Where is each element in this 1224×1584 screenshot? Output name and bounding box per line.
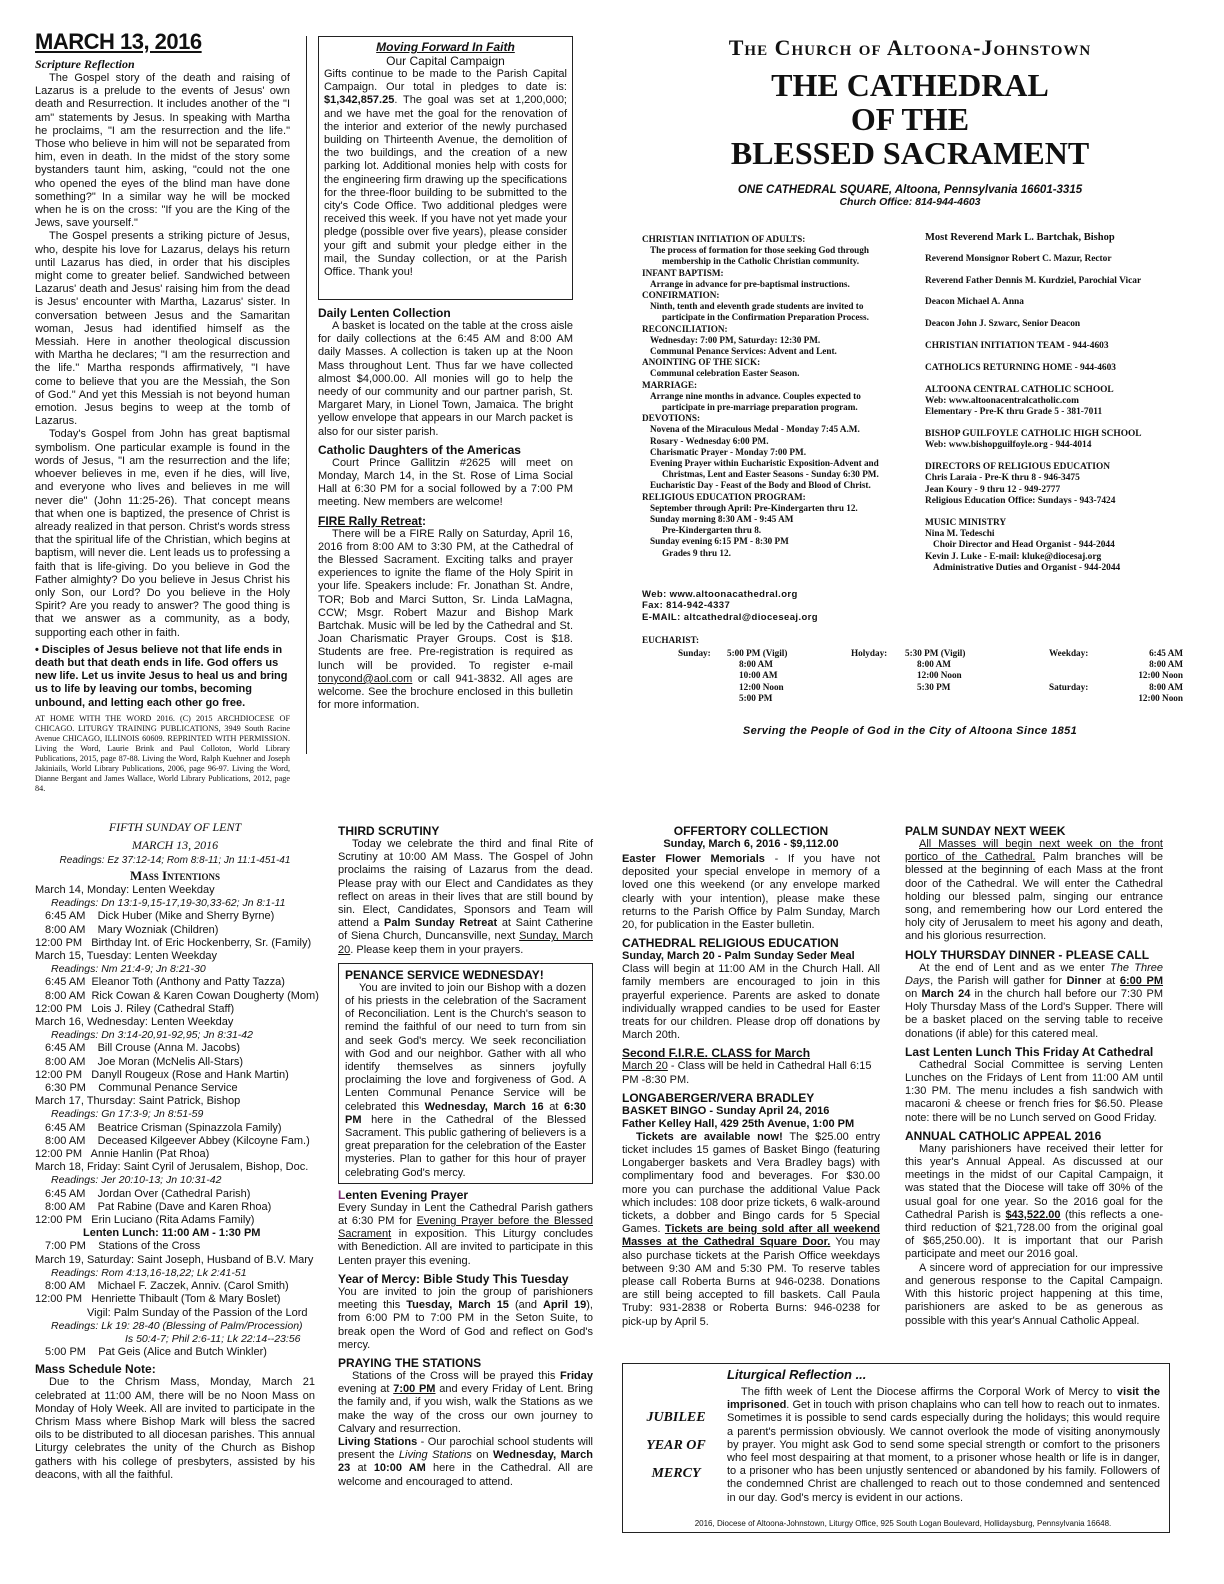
spacer xyxy=(1049,659,1109,670)
eucharist-schedule xyxy=(642,635,1202,704)
lent5-date: MARCH 13, 2016 xyxy=(131,838,219,852)
mass-intentions-title: Mass Intentions xyxy=(129,868,221,883)
lent5-title: FIFTH SUNDAY OF LENT xyxy=(108,820,242,834)
staff-line: Elementary - Pre-K thru Grade 5 - 381-7011 xyxy=(925,407,1103,418)
schedule-note-title: Mass Schedule Note: xyxy=(35,1362,156,1377)
directory-line: ANOINTING OF THE SICK: xyxy=(642,357,761,368)
directory-line: The process of formation for those seeking God through xyxy=(650,245,869,256)
directory-line: CHRISTIAN INITIATION OF ADULTS: xyxy=(642,234,806,244)
staff-line: Jean Koury - 9 thru 12 - 949-2777 xyxy=(925,484,1061,495)
intention-line: Readings: Lk 19: 28-40 (Blessing of Palm/Procession) xyxy=(51,1319,303,1332)
intention-line: 6:45 AM Bill Crouse (Anna M. Jacobs) xyxy=(45,1042,241,1055)
mercy-study-title: Year of Mercy: Bible Study This Tuesday xyxy=(338,1271,569,1286)
weekday-saturday-labels xyxy=(1047,648,1111,704)
holy-thursday-title: HOLY THURSDAY DINNER - PLEASE CALL xyxy=(905,947,1150,962)
date-header: MARCH 13, 2016 xyxy=(35,29,202,54)
intention-line: Vigil: Palm Sunday of the Passion of the Lord xyxy=(87,1306,308,1319)
scripture-paragraph: The Gospel story of the death and raising of Lazarus is a prelude to the events of Jesus' own death and Resurrection. It includes another of the "I am" statements by Jesus. In speaking with Martha he proclaims, "I am the resurrection and the life." Those who believe in him will not be separated from him, even in death. In the midst of the story some bystanders taunt him, asking, "could not the one who opened the eyes of the blind man have done something?" In a similar way he will be mocked when he is on the cross: "If you are the King of the Jews, save yourself." xyxy=(35,72,290,230)
directory-line: Rosary - Wednesday 6:00 PM. xyxy=(650,435,769,446)
directory-line: Novena of the Miraculous Medal - Monday 7:45 A.M. xyxy=(650,424,860,435)
intention-line: Is 50:4-7; Phil 2:6-11; Lk 22:14--23:56 xyxy=(125,1332,301,1345)
fire-text: There will be a FIRE Rally on Saturday, April 16, 2016 from 8:00 AM to 3:30 PM, at the Cathedral of the Blessed Sacrament. Exciting talks and prayer experiences to ignite the flame of the Holy Spirit in your life. Speakers include: Fr. Jonathan St. Andre, TOR; Bob and Marci Sutton, Sr. Linda LaMagna, CCW; Msgr. Robert Mazur and Bishop Mark Bartchak. Music will be led by the Cathedral and St. Joan Charismatic Prayer Groups. Cost is $18. Students are free. Pre-registration is required as lunch will be provided. To register e-mail tonycond@aol.com or call 941-3832. All ages are welcome. See the brochure enclosed in this bulletin for more information. xyxy=(318,527,573,712)
cathedral-line-3: BLESSED SACRAMENT xyxy=(730,135,1090,171)
scripture-credit: AT HOME WITH THE WORD 2016. (C) 2015 ARCHDIOCESE OF CHICAGO. LITURGY TRAINING PUBLICATIONS, 3949 South Racine Avenue CHICAGO, ILLINOIS 60609. REPRINTED WITH PERMISSION. Living the Word, Laurie Brink and Paul Colloton, World Library Publications, 2015, page 87-88. Living the Word, Ralph Kuehner and Joseph Jakiniails, World Library Publications, 2006, page 96-97. Living the Word, Dianne Bergant and James Wallace, World Library Publications, 2012, page 84. xyxy=(35,713,290,793)
staff-line: Reverend Father Dennis M. Kurdziel, Parochial Vicar xyxy=(925,275,1142,286)
directory-line: Arrange in advance for pre-baptismal instructions. xyxy=(650,278,850,289)
lenten-collection-text: A basket is located on the table at the cross aisle for daily collections at the 6:45 AM and 8:00 AM daily Masses. A collection is taken up at the Noon Mass throughout Lent. Thus far we have collected almost $4,000.00. All monies will go to help the needy of our community and our partner parish, St. Margaret Mary, in Lionel Town, Jamaica. The bright yellow envelope that appears in our March packet is also for our sister parish. xyxy=(318,320,573,438)
evening-prayer-title: Lenten Evening Prayer xyxy=(338,1187,469,1202)
last-lunch-title: Last Lenten Lunch This Friday At Cathedral xyxy=(905,1044,1154,1059)
scripture-title: Scripture Reflection xyxy=(35,57,135,71)
scripture-bullet: • Disciples of Jesus believe not that life ends in death but that death ends in life. God offers us new life. Let us invite Jesus to heal us and bring us to life by leaving our tombs, becoming unbound, and letting each other go free. xyxy=(35,643,288,709)
weekday-times xyxy=(1111,648,1185,704)
scripture-paragraph: Today's Gospel from John has great baptismal symbolism. One particular example is found in the words of Jesus, "I am the resurrection and the life; whoever believes in me, even if he dies, will live, and everyone who lives and believes in me will never die" (John 11:25-26). That concept means that when one is baptized, the presence of Christ is already realized in that person. Christ's words stress that the spiritual life of the Christian, which begins at baptism, will never die. Lent leads us to professing a faith that is life-giving. Do you believe in God the Father almighty? Do you believe in Jesus Christ his only Son, our Lord? Do you believe in the Holy Spirit? Are you ready to answer? The good thing is that we answer as a community, as a body, supporting each other in faith. xyxy=(35,428,290,639)
holyday-time: 5:30 PM xyxy=(917,681,951,692)
capital-title: Moving Forward In Faith xyxy=(376,40,515,54)
capital-subtitle: Our Capital Campaign xyxy=(386,54,505,68)
intention-line: March 18, Friday: Saint Cyril of Jerusalem, Bishop, Doc. xyxy=(35,1161,309,1174)
evening-prayer-text: Every Sunday in Lent the Cathedral Parish gathers at 6:30 PM for Evening Prayer before the Blessed Sacrament in exposition. This Liturgy concludes with Benediction. All are invited to participate in this Lenten prayer this evening. xyxy=(338,1201,593,1267)
directory-line: Sunday morning 8:30 AM - 9:45 AM xyxy=(650,514,794,525)
staff-line: Choir Director and Head Organist - 944-2044 xyxy=(933,540,1115,551)
bingo-text: Tickets are available now! The $25.00 entry ticket includes 15 games of Basket Bingo (featuring Longaberger baskets and Vera Bradley bags) with complimentary food and beverages. For $30.00 more you can purchase the additional Value Pack which includes: 108 door prize tickets, 6 walk-around tickets, a dobber and Bingo cards for 5 Special Games. Tickets are being sold after all weekend Masses at the Cathedral Square Door. You may also purchase tickets at the Parish Office weekdays between 9:30 AM and 5:30 PM. To reserve tables please call Roberta Burns at 946-0238. Donations are still being accepted to fill baskets. Call Paula Truby: 931-2838 or Roberta Burns: 946-0238 for pick-up by April 5. xyxy=(622,1130,881,1328)
intention-line: Readings: Dn 13:1-9,15-17,19-30,33-62; Jn 8:1-11 xyxy=(51,897,286,910)
palm-sunday-column xyxy=(905,822,1163,1360)
appeal-text-2: A sincere word of appreciation for our impressive and generous response to the Capital Campaign. With this historic project happening at this time, parishioners are asked to be as generous as possible with this year's Annual Catholic Appeal. xyxy=(905,1261,1163,1327)
intentions-list xyxy=(35,884,319,1359)
intention-line: 5:00 PM Pat Geis (Alice and Butch Winkler) xyxy=(45,1346,267,1359)
directory-line: RECONCILIATION: xyxy=(642,323,728,334)
intention-line: Readings: Jer 20:10-13; Jn 10:31-42 xyxy=(51,1174,222,1187)
fire-email-link[interactable]: tonycond@aol.com xyxy=(318,672,413,685)
stations-text: Stations of the Cross will be prayed this Friday evening at 7:00 PM and every Friday of Lent. Bring the family and, if you wish, walk the Stations as we make the way of the cross our own journey to Calvary and resurrection. xyxy=(338,1369,594,1435)
staff-line: MUSIC MINISTRY xyxy=(925,517,1007,528)
liturgical-credit: 2016, Diocese of Altoona-Johnstown, Liturgy Office, 925 South Logan Boulevard, Hollidaysburg, Pennsylvania 16648. xyxy=(694,1519,1112,1528)
jubilee-logo xyxy=(631,1404,721,1488)
staff-line: Web: www.altoonacentralcatholic.com xyxy=(925,395,1079,406)
serving-tagline: Serving the People of God in the City of Altoona Since 1851 xyxy=(742,725,1078,737)
easter-memorials-text: Easter Flower Memorials - If you have not deposited your special envelope in memory of a loved one this weekend (or any envelope marked clearly with your intention), please make these returns to the Parish Office by Palm Sunday, March 20, for publication in the Easter bulletin. xyxy=(622,853,880,932)
scripture-column xyxy=(35,29,290,793)
staff-line: Chris Laraia - Pre-K thru 8 - 946-3475 xyxy=(925,473,1080,484)
web-link[interactable]: Web: www.altoonacathedral.org xyxy=(642,589,798,600)
staff-line: Administrative Duties and Organist - 944-2044 xyxy=(933,562,1121,573)
scrutiny-text: Today we celebrate the third and final Rite of Scrutiny at 10:00 AM Mass. The Gospel of John proclaims the raising of Lazarus from the dead. Please pray with our Elect and Candidates as they reflect on areas in their lives that are still bound by sin. Elect, Candidates, Sponsors and Team will attend a Palm Sunday Retreat at Saint Catherine of Siena Church, Duncansville, next Sunday, March 20. Please keep them in your prayers. xyxy=(338,838,594,956)
fire-title: FIRE Rally Retreat: xyxy=(318,513,427,528)
contact-lines xyxy=(642,589,922,623)
offertory-title: OFFERTORY COLLECTION xyxy=(673,824,829,838)
holyday-label: Holyday: xyxy=(851,648,888,658)
directory-line: Sunday evening 6:15 PM - 8:30 PM xyxy=(650,536,789,547)
directory-line: Grades 9 thru 12. xyxy=(662,547,731,558)
intention-line: Readings: Gn 17:3-9; Jn 8:51-59 xyxy=(51,1108,204,1121)
intention-line: 12:00 PM Birthday Int. of Eric Hockenberry, Sr. (Family) xyxy=(35,936,312,949)
lenten-collection-title: Daily Lenten Collection xyxy=(318,306,451,320)
capital-campaign-box xyxy=(318,36,573,300)
intention-line: Readings: Rom 4:13,16-18,22; Lk 2:41-51 xyxy=(51,1266,247,1279)
email-line[interactable]: E-MAIL: altcathedral@dioceseaj.org xyxy=(642,611,818,623)
intention-line: March 14, Monday: Lenten Weekday xyxy=(35,884,215,896)
directory-line: Eucharistic Day - Feast of the Body and Blood of Christ. xyxy=(650,480,871,491)
holyday-time: 8:00 AM xyxy=(917,659,951,670)
saturday-label: Saturday: xyxy=(1049,681,1089,692)
jubilee-line-1: JUBILEE xyxy=(646,1410,706,1425)
liturgical-text: The fifth week of Lent the Diocese affirms the Corporal Work of Mercy to visit the imprisoned. Get in touch with prison chaplains who can tell how to reach out to inmates. Sometimes it is possible to send cards especially during the holidays; this would require a parent's permission obviously. We cannot overlook the mode of visiting anonymously by prayer. You might ask God to send some special strength or comfort to the prisoners who feel most despairing at that moment, to a prisoner whose health or life is in danger, to a prisoner who has been unjustly sentenced or abandoned by his family. Followers of the condemned Christ are challenged to reach out to those condemned and sentenced in our day. God's mercy is evident in our actions. xyxy=(727,1386,1160,1504)
holyday-times xyxy=(903,648,1047,704)
directory-line: Charismatic Prayer - Monday 7:00 PM. xyxy=(650,446,806,457)
directory-line: participate in the Confirmation Preparation Process. xyxy=(662,312,869,323)
liturgical-reflection-box xyxy=(622,1363,1170,1533)
directory-line: Evening Prayer within Eucharistic Exposition-Advent and xyxy=(650,458,879,469)
intention-line: March 16, Wednesday: Lenten Weekday xyxy=(35,1016,234,1029)
intention-line: March 15, Tuesday: Lenten Weekday xyxy=(35,950,218,963)
sunday-time: 10:00 AM xyxy=(739,670,778,681)
fax-line: Fax: 814-942-4337 xyxy=(642,600,731,612)
palm-text: All Masses will begin next week on the front portico of the Cathedral. Palm branches will be blessed at the beginning of each Mass at the front door of the Cathedral. We will enter the Cathedral holding our blessed palm, singing our entrance song, and remembering how our Lord entered the holy city of Jerusalem to meet his agony and death, and his glorious resurrection. xyxy=(905,838,1163,943)
bingo-title: LONGABERGER/VERA BRADLEY xyxy=(622,1090,815,1105)
intention-line: 6:30 PM Communal Penance Service xyxy=(45,1082,238,1095)
bingo-location: Father Kelley Hall, 429 25th Avenue, 1:00 PM xyxy=(622,1117,855,1130)
intention-line: 12:00 PM Lois J. Riley (Cathedral Staff) xyxy=(35,1002,235,1015)
eucharist-title: EUCHARIST: xyxy=(642,635,700,645)
jubilee-line-3: MERCY xyxy=(651,1466,701,1481)
directory-line: Pre-Kindergarten thru 8. xyxy=(662,525,762,536)
directory-line: DEVOTIONS: xyxy=(642,413,701,424)
office-phone: Church Office: 814-944-4603 xyxy=(839,196,981,208)
staff-line: Deacon John J. Szwarc, Senior Deacon xyxy=(925,319,1081,330)
stations-title: PRAYING THE STATIONS xyxy=(338,1355,482,1370)
directory-line: Communal celebration Easter Season. xyxy=(650,368,800,379)
directory-line: Ninth, tenth and eleventh grade students are invited to xyxy=(650,301,864,312)
scripture-text xyxy=(35,72,290,640)
staff-line: ALTOONA CENTRAL CATHOLIC SCHOOL xyxy=(925,384,1114,395)
holy-thursday-text: At the end of Lent and as we enter The Three Days, the Parish will gather for Dinner at 6:00 PM on March 24 in the church hall before our 7:30 PM Holy Thursday Mass of the Lord's Supper. There will be a basket placed on the serving table to receive donations (if able) for this catered meal. xyxy=(905,961,1164,1040)
staff-line: Most Reverend Mark L. Bartchak, Bishop xyxy=(925,232,1115,243)
directory-line: INFANT BAPTISM: xyxy=(642,267,724,278)
scripture-paragraph: The Gospel presents a striking picture of Jesus, who, despite his love for Lazarus, delays his return until Lazarus has died, in order that his disciples might come to greater belief. Sandwiched between Lazarus' death and Jesus' raising him from the dead is Jesus' encounter with Martha, Lazarus' sister. In conversation between Jesus and the Samaritan woman, Jesus had identified himself as the Messiah. Here in another theological discussion with Martha he declares; "I am the resurrection and the life." Martha responds affirmatively, "I have come to believe that you are the Messiah, the Son of God." And yet this Messiah is not beyond human emotion. Jesus begins to weep at the tomb of Lazarus. xyxy=(35,230,290,428)
intention-line: Readings: Nm 21:4-9; Jn 8:21-30 xyxy=(51,963,206,976)
address: ONE CATHEDRAL SQUARE, Altoona, Pennsylvania 16601-3315 xyxy=(737,184,1083,196)
penance-title: PENANCE SERVICE WEDNESDAY! xyxy=(345,967,544,982)
sunday-label: Sunday: xyxy=(678,648,711,658)
scrutiny-title: THIRD SCRUTINY xyxy=(338,824,440,838)
offertory-column xyxy=(622,822,880,1360)
cda-text: Court Prince Gallitzin #2625 will meet on Monday, March 14, in the St. Rose of Lima Social Hall at 6:30 PM for a social followed by a 7:00 PM meeting. New members are welcome! xyxy=(318,456,573,509)
appeal-title: ANNUAL CATHOLIC APPEAL 2016 xyxy=(905,1128,1102,1143)
directory-line: Christmas, Lent and Easter Seasons - Sunday 6:30 PM. xyxy=(662,469,879,480)
weekday-time: 12:00 Noon xyxy=(1138,670,1183,681)
staff-line: Kevin J. Luke - E-mail: kluke@diocesaj.org xyxy=(925,551,1102,562)
directory-line: September through April: Pre-Kindergarten thru 12. xyxy=(650,502,858,513)
sunday-time: 5:00 PM (Vigil) xyxy=(727,648,788,658)
holyday-time: 5:30 PM (Vigil) xyxy=(905,648,966,658)
staff-line: BISHOP GUILFOYLE CATHOLIC HIGH SCHOOL xyxy=(925,428,1142,439)
offertory-amount: Sunday, March 6, 2016 - $9,112.00 xyxy=(663,838,839,850)
schedule-note-text: Due to the Chrism Mass, Monday, March 21 celebrated at 11:00 AM, there will be no Noon Mass on Monday of Holy Week. All are invited to participate in the Chrism Mass where Bishop Mark will bless the sacred oils to be distributed to all diocesan parishes. This annual Liturgy celebrates the unity of the Church as Bishop gathers with his college of presbyters, assisted by his deacons, with all the faithful. xyxy=(35,1376,315,1481)
spacer xyxy=(1049,670,1109,681)
appeal-text: Many parishioners have received their letter for this year's Annual Appeal. As discussed at our meetings in the midst of our Capital Campaign, it was stated that the Diocese will take off 30% of the usual goal for one year. So the 2016 goal for the Cathedral Parish is $43,522.00 (this reflects a one-third reduction of $21,728.00 from the original goal of $65,250.00). It is important that our Parish participate and meet our 2016 goal. xyxy=(905,1142,1164,1261)
sacraments-directory xyxy=(642,234,922,559)
capital-text: Gifts continue to be made to the Parish Capital Campaign. Our total in pledges to date is: $1,342,857.25. The goal was set at 1,200,000; and we have met the goal for the renovation of the interior and exterior of the newly purchased building on Thirteenth Avenue, the demolition of the two buildings, and the creation of a new parking lot. Additional monies help with costs for the engineering firm drawing up the specifications for the three-floor building to be submitted to the city's Code Office. Two additional pledges were received this week. If you have not yet made your pledge (possible over five years), please consider your gift and submit your pledge either in the mail, the Sunday collection, or at the Parish Office. Thank you! xyxy=(324,68,567,279)
last-lunch-text: Cathedral Social Committee is serving Lenten Lunches on the Fridays of Lent from 11:00 AM until 1:30 PM. The menu includes a fish sandwich with macaroni & cheese or french fries for $6.50. Please note: there will be no Lunch served on Good Friday. xyxy=(905,1058,1163,1124)
intention-line: March 17, Thursday: Saint Patrick, Bishop xyxy=(35,1095,241,1108)
staff-line: DIRECTORS OF RELIGIOUS EDUCATION xyxy=(925,462,1111,473)
penance-box xyxy=(338,963,593,1184)
fire-class-text: March 20 - Class will be held in Cathedral Hall 6:15 PM -8:30 PM. xyxy=(622,1060,872,1086)
intention-line: 8:00 AM Michael F. Zaczek, Anniv. (Carol Smith) xyxy=(45,1280,289,1293)
staff-directory xyxy=(925,232,1200,574)
bingo-subtitle: BASKET BINGO - Sunday April 24, 2016 xyxy=(622,1104,830,1117)
sunday-time: 12:00 Noon xyxy=(739,681,784,692)
staff-line: Nina M. Tedeschi xyxy=(925,529,995,540)
column-divider xyxy=(306,36,307,754)
lent5-readings: Readings: Ez 37:12-14; Rom 8:8-11; Jn 11:1-451-41 xyxy=(59,855,291,866)
staff-line: Deacon Michael A. Anna xyxy=(925,297,1024,308)
intention-line: 12:00 PM Annie Hanlin (Pat Rhoa) xyxy=(35,1148,210,1161)
cda-title: Catholic Daughters of the Americas xyxy=(318,442,521,457)
directory-line: Arrange nine months in advance. Couples expected to xyxy=(650,390,861,401)
directory-line: membership in the Catholic Christian community. xyxy=(662,256,860,267)
directory-line: RELIGIOUS EDUCATION PROGRAM: xyxy=(642,491,806,502)
holyday-time: 12:00 Noon xyxy=(917,670,962,681)
intention-line: 6:45 AM Beatrice Crisman (Spinazzola Family) xyxy=(45,1121,282,1134)
intention-line: 8:00 AM Rick Cowan & Karen Cowan Dougherty (Mom) xyxy=(45,989,319,1002)
saturday-time: 8:00 AM xyxy=(1149,681,1183,692)
middle-top-column xyxy=(318,36,573,756)
cre-text: Class will begin at 11:00 AM in the Church Hall. All family members are encouraged to join in this prayerful experience. Parents are asked to donate individually wrapped candies to be used for Easter treats for our children. Please drop off donations by March 20th. xyxy=(622,963,880,1042)
sunday-time: 5:00 PM xyxy=(739,692,773,703)
sunday-time: 8:00 AM xyxy=(739,659,773,670)
staff-line: Religious Education Office: Sundays - 943-7424 xyxy=(925,495,1116,506)
intention-line: 8:00 AM Deceased Kilgeever Abbey (Kilcoyne Fam.) xyxy=(45,1134,310,1147)
penance-text: You are invited to join our Bishop with a dozen of his priests in the celebration of the Sacrament of Reconciliation. Lent is the Church's season to remind the faithful of our need to turn from sin and seek God's mercy. We seek reconciliation with God and our neighbor. Gather with all who identify themselves as sinners joyfully proclaiming the love and forgiveness of God. A Lenten Communal Penance Service will be celebrated this Wednesday, March 16 at 6:30 PM here in the Cathedral of the Blessed Sacrament. This public gathering of believers is a great preparation for the celebration of the Easter mysteries. Plan to gather for this hour of prayer celebrating God's mercy. xyxy=(345,981,586,1179)
intention-line: Lenten Lunch: 11:00 AM - 1:30 PM xyxy=(83,1227,261,1240)
intention-line: 12:00 PM Henriette Thibault (Tom & Mary Boslet) xyxy=(35,1293,281,1306)
liturgical-title: Liturgical Reflection ... xyxy=(727,1367,867,1382)
fire-class-title: Second F.I.R.E. CLASS for March xyxy=(622,1046,811,1061)
intention-line: 12:00 PM Erin Luciano (Rita Adams Family) xyxy=(35,1214,255,1227)
intention-line: 8:00 AM Joe Moran (McNelis All-Stars) xyxy=(45,1055,244,1068)
staff-line: Web: www.bishopguilfoyle.org - 944-4014 xyxy=(925,440,1092,451)
intention-line: 8:00 AM Mary Wozniak (Children) xyxy=(45,923,219,936)
weekday-time: 6:45 AM xyxy=(1149,648,1183,658)
intention-line: 6:45 AM Jordan Over (Cathedral Parish) xyxy=(45,1187,251,1200)
directory-line: MARRIAGE: xyxy=(642,379,698,390)
intention-line: Readings: Dn 3:14-20,91-92,95; Jn 8:31-42 xyxy=(51,1029,253,1042)
directory-line: participate in pre-marriage preparation program. xyxy=(662,402,858,413)
cathedral-line-1: THE CATHEDRAL xyxy=(771,67,1049,103)
staff-line: Reverend Monsignor Robert C. Mazur, Rector xyxy=(925,253,1112,264)
living-stations-text: Living Stations - Our parochial school students will present the Living Stations on Wednesday, March 23 at 10:00 AM here in the Cathedral. All are welcome and encouraged to attend. xyxy=(338,1435,594,1488)
directory-line: Communal Penance Services: Advent and Lent. xyxy=(650,346,837,357)
mass-intentions-column xyxy=(35,820,319,1540)
intention-line: 7:00 PM Stations of the Cross xyxy=(45,1240,201,1253)
palm-title: PALM SUNDAY NEXT WEEK xyxy=(905,824,1066,838)
intention-line: 6:45 AM Dick Huber (Mike and Sherry Byrne) xyxy=(45,910,275,923)
cre-subtitle: Sunday, March 20 - Palm Sunday Seder Meal xyxy=(622,950,855,963)
cre-title: CATHEDRAL RELIGIOUS EDUCATION xyxy=(622,936,839,951)
intention-line: 8:00 AM Pat Rabine (Dave and Karen Rhoa) xyxy=(45,1200,272,1213)
mercy-study-text: You are invited to join the group of parishioners meeting this Tuesday, March 15 (and April 19), from 6:00 PM to 7:00 PM in the Seton Suite, to break open the Word of God and reflect on God's mercy. xyxy=(338,1285,593,1351)
masthead xyxy=(620,36,1200,756)
saturday-time: 12:00 Noon xyxy=(1138,692,1183,703)
directory-line: Wednesday: 7:00 PM, Saturday: 12:30 PM. xyxy=(650,334,821,345)
intention-line: 6:45 AM Eleanor Toth (Anthony and Patty Tazza) xyxy=(45,976,285,989)
church-name: The Church of Altoona-Johnstown xyxy=(728,35,1092,60)
sunday-times xyxy=(725,648,849,704)
staff-line: CATHOLICS RETURNING HOME - 944-4603 xyxy=(925,362,1116,373)
weekday-time: 8:00 AM xyxy=(1149,659,1183,670)
middle-bottom-column xyxy=(338,822,593,1542)
intention-line: 12:00 PM Danyll Rougeux (Rose and Hank Martin) xyxy=(35,1068,289,1081)
staff-line: CHRISTIAN INITIATION TEAM - 944-4603 xyxy=(925,340,1109,351)
weekday-label: Weekday: xyxy=(1049,648,1089,658)
intention-line: March 19, Saturday: Saint Joseph, Husband of B.V. Mary xyxy=(35,1253,314,1266)
cathedral-line-2: OF THE xyxy=(850,101,970,137)
directory-line: CONFIRMATION: xyxy=(642,290,720,301)
jubilee-line-2: YEAR OF xyxy=(646,1438,706,1453)
eucharist-table xyxy=(642,648,1185,704)
